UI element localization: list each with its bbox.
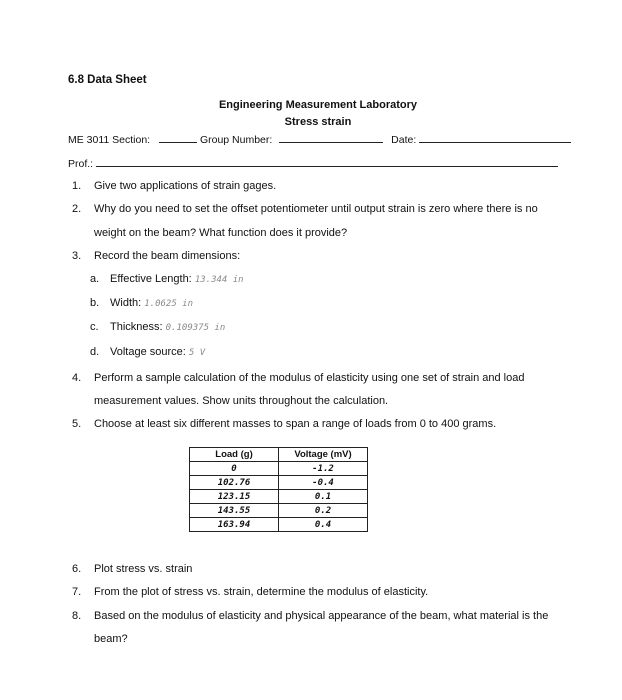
voltage-cell: 0.4 bbox=[279, 518, 368, 532]
load-cell: 143.55 bbox=[190, 504, 279, 518]
dimension-letter: c. bbox=[90, 321, 99, 333]
lab-title: Engineering Measurement Laboratory bbox=[218, 99, 418, 111]
info-row bbox=[68, 132, 571, 146]
question-3 bbox=[72, 250, 240, 262]
question-2 bbox=[72, 203, 538, 215]
question-text: Choose at least six different masses to span a range of loads from 0 to 400 grams. bbox=[94, 418, 497, 430]
table-header-row bbox=[190, 448, 368, 462]
lab-subtitle: Stress strain bbox=[284, 116, 352, 128]
load-cell: 0 bbox=[190, 462, 279, 476]
load-cell: 123.15 bbox=[190, 490, 279, 504]
table-row bbox=[190, 518, 368, 532]
table-row bbox=[190, 476, 368, 490]
question-4 bbox=[72, 372, 524, 384]
dimension-letter: a. bbox=[90, 273, 100, 285]
question-number: 1. bbox=[72, 180, 82, 192]
question-text: Record the beam dimensions: bbox=[94, 250, 241, 262]
dimension-value: 0.109375 in bbox=[165, 323, 226, 333]
table-row bbox=[190, 504, 368, 518]
question-number: 2. bbox=[72, 203, 82, 215]
table-row bbox=[190, 490, 368, 504]
load-cell: 163.94 bbox=[190, 518, 279, 532]
voltage-cell: -1.2 bbox=[279, 462, 368, 476]
dimension-letter: b. bbox=[90, 297, 100, 309]
dimension-width bbox=[90, 297, 193, 309]
question-text: Based on the modulus of elasticity and physical appearance of the beam, what material is the bbox=[94, 610, 549, 622]
table-row bbox=[190, 462, 368, 476]
load-voltage-table bbox=[189, 447, 368, 532]
prof-field[interactable] bbox=[96, 156, 558, 167]
question-4-cont: measurement values. Show units throughout the calculation. bbox=[94, 395, 389, 407]
question-5 bbox=[72, 418, 496, 430]
voltage-cell: -0.4 bbox=[279, 476, 368, 490]
prof-label: Prof.: bbox=[68, 158, 94, 170]
voltage-cell: 0.1 bbox=[279, 490, 368, 504]
dimension-length bbox=[90, 273, 244, 285]
question-text: Perform a sample calculation of the modulus of elasticity using one set of strain and load bbox=[94, 372, 525, 384]
question-8-cont: beam? bbox=[94, 633, 128, 645]
question-text: Why do you need to set the offset potentiometer until output strain is zero where there is no bbox=[94, 203, 538, 215]
section-field[interactable] bbox=[159, 132, 197, 143]
voltage-cell: 0.2 bbox=[279, 504, 368, 518]
question-8 bbox=[72, 610, 548, 622]
question-number: 5. bbox=[72, 418, 82, 430]
question-text: Plot stress vs. strain bbox=[94, 563, 193, 575]
course-label: ME 3011 Section: bbox=[68, 134, 151, 146]
dimension-label: Width: bbox=[110, 297, 142, 309]
question-text: Give two applications of strain gages. bbox=[94, 180, 277, 192]
group-number-field[interactable] bbox=[279, 132, 383, 143]
question-2-cont: weight on the beam? What function does it provide? bbox=[94, 227, 348, 239]
column-header: Voltage (mV) bbox=[279, 448, 368, 462]
prof-row bbox=[68, 156, 558, 170]
group-label: Group Number: bbox=[199, 134, 273, 146]
section-heading: 6.8 Data Sheet bbox=[68, 74, 147, 86]
dimension-letter: d. bbox=[90, 346, 100, 358]
dimension-value: 5 V bbox=[188, 348, 206, 358]
dimension-value: 1.0625 in bbox=[144, 299, 194, 309]
question-number: 7. bbox=[72, 586, 82, 598]
load-cell: 102.76 bbox=[190, 476, 279, 490]
question-number: 4. bbox=[72, 372, 82, 384]
question-number: 8. bbox=[72, 610, 82, 622]
question-1 bbox=[72, 180, 276, 192]
dimension-thickness bbox=[90, 321, 225, 333]
date-label: Date: bbox=[391, 134, 417, 146]
dimension-label: Voltage source: bbox=[110, 346, 186, 358]
question-number: 6. bbox=[72, 563, 82, 575]
dimension-label: Thickness: bbox=[110, 321, 163, 333]
question-number: 3. bbox=[72, 250, 82, 262]
question-text: From the plot of stress vs. strain, determine the modulus of elasticity. bbox=[94, 586, 429, 598]
column-header: Load (g) bbox=[190, 448, 279, 462]
dimension-voltage bbox=[90, 346, 205, 358]
dimension-value: 13.344 in bbox=[194, 275, 244, 285]
question-6 bbox=[72, 563, 192, 575]
question-7 bbox=[72, 586, 428, 598]
dimension-label: Effective Length: bbox=[110, 273, 192, 285]
date-field[interactable] bbox=[419, 132, 571, 143]
